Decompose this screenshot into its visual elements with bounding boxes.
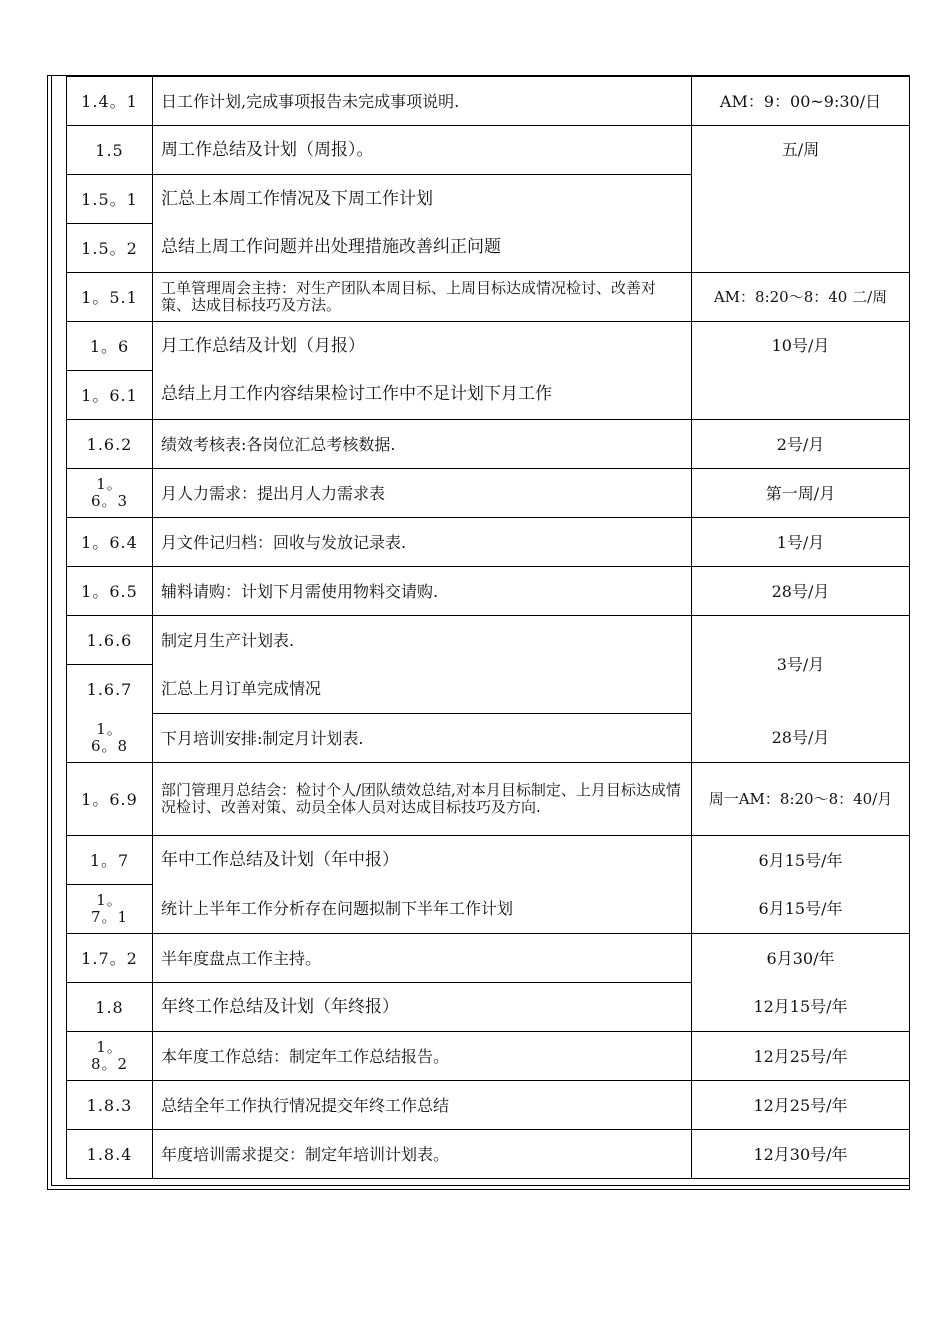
item-description: 辅料请购：计划下月需使用物料交请购. (153, 567, 692, 616)
item-number: 1.5。1 (67, 175, 153, 224)
item-number: 1。6 (67, 322, 153, 371)
table-row (67, 934, 910, 983)
item-schedule: 28号/月 (692, 567, 910, 616)
item-schedule: 6月30/年 (692, 934, 910, 983)
item-number: 1。7。1 (67, 885, 153, 934)
item-description: 工单管理周会主持：对生产团队本周目标、上周目标达成情况检讨、改善对策、达成目标技巧及方法。 (153, 273, 692, 322)
item-number: 1.4。1 (67, 77, 153, 126)
item-schedule: 第一周/月 (692, 469, 910, 518)
item-schedule: 五/周 (692, 126, 910, 273)
table-row (67, 567, 910, 616)
table-row (67, 1130, 910, 1179)
item-number: 1。6.5 (67, 567, 153, 616)
item-description: 绩效考核表:各岗位汇总考核数据. (153, 420, 692, 469)
item-number: 1。6。8 (67, 714, 153, 763)
table-row (67, 126, 910, 175)
item-description: 半年度盘点工作主持。 (153, 934, 692, 983)
item-schedule: 12月30号/年 (692, 1130, 910, 1179)
table-row (67, 77, 910, 126)
table-row (67, 1081, 910, 1130)
item-description: 总结全年工作执行情况提交年终工作总结 (153, 1081, 692, 1130)
item-number: 1。7 (67, 836, 153, 885)
table-row (67, 763, 910, 836)
item-schedule: 12月25号/年 (692, 1081, 910, 1130)
table-row (67, 322, 910, 371)
item-description: 总结上周工作问题并出处理措施改善纠正问题 (153, 224, 692, 273)
table-row (67, 1032, 910, 1081)
item-number: 1。8。2 (67, 1032, 153, 1081)
item-description: 月人力需求：提出月人力需求表 (153, 469, 692, 518)
item-description: 日工作计划,完成事项报告未完成事项说明. (153, 77, 692, 126)
item-description: 统计上半年工作分析存在问题拟制下半年工作计划 (153, 885, 692, 934)
item-description: 周工作总结及计划（周报）。 (153, 126, 692, 175)
item-number: 1.8.4 (67, 1130, 153, 1179)
item-description: 汇总上本周工作情况及下周工作计划 (153, 175, 692, 224)
table-row (67, 983, 910, 1032)
item-description: 月文件记归档：回收与发放记录表. (153, 518, 692, 567)
item-number: 1.5 (67, 126, 153, 175)
item-description: 年度培训需求提交：制定年培训计划表。 (153, 1130, 692, 1179)
item-schedule: 10号/月 (692, 322, 910, 420)
item-schedule: 6月15号/年 (692, 836, 910, 885)
item-schedule: AM：8:20～8：40 二/周 (692, 273, 910, 322)
item-description: 制定月生产计划表. (153, 616, 692, 665)
table-row (67, 273, 910, 322)
item-number: 1。6.1 (67, 371, 153, 420)
item-number: 1.8 (67, 983, 153, 1032)
item-number: 1.7。2 (67, 934, 153, 983)
item-number: 1.5。2 (67, 224, 153, 273)
item-description: 总结上月工作内容结果检讨工作中不足计划下月工作 (153, 371, 692, 420)
table-row (67, 836, 910, 885)
item-schedule: 28号/月 (692, 714, 910, 763)
item-number: 1。6.4 (67, 518, 153, 567)
item-schedule: AM：9：00~9:30/日 (692, 77, 910, 126)
item-number: 1.6.7 (67, 665, 153, 714)
item-schedule: 12月15号/年 (692, 983, 910, 1032)
item-schedule: 6月15号/年 (692, 885, 910, 934)
table-row (67, 616, 910, 665)
table-row (67, 518, 910, 567)
table-row (67, 420, 910, 469)
item-number: 1.6.2 (67, 420, 153, 469)
item-description: 本年度工作总结：制定年工作总结报告。 (153, 1032, 692, 1081)
item-description: 年终工作总结及计划（年终报） (153, 983, 692, 1032)
item-schedule: 1号/月 (692, 518, 910, 567)
item-schedule: 3号/月 (692, 616, 910, 714)
item-number: 1。5.1 (67, 273, 153, 322)
item-description: 汇总上月订单完成情况 (153, 665, 692, 714)
item-description: 下月培训安排:制定月计划表. (153, 714, 692, 763)
item-number: 1.6.6 (67, 616, 153, 665)
item-schedule: 2号/月 (692, 420, 910, 469)
item-description: 部门管理月总结会：检讨个人/团队绩效总结,对本月目标制定、上月目标达成情况检讨、改善对策、动员全体人员对达成目标技巧及方向. (153, 763, 692, 836)
item-description: 月工作总结及计划（月报） (153, 322, 692, 371)
item-description: 年中工作总结及计划（年中报） (153, 836, 692, 885)
table-row (67, 714, 910, 763)
item-schedule: 周一AM：8:20～8：40/月 (692, 763, 910, 836)
table-row (67, 469, 910, 518)
table-row (67, 885, 910, 934)
schedule-table (66, 76, 910, 1179)
item-number: 1。6.9 (67, 763, 153, 836)
item-schedule: 12月25号/年 (692, 1032, 910, 1081)
item-number: 1.8.3 (67, 1081, 153, 1130)
item-number: 1。6。3 (67, 469, 153, 518)
